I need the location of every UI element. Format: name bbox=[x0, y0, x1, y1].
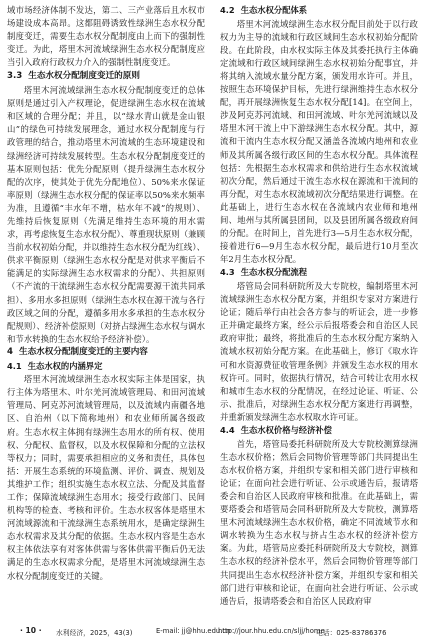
paragraph-price-compensation: 首先，塔管局委托科研院所及大专院校测算绿洲生态水权价格；然后会同物价管理等部门共同提出生态水权价格方案，并组织专家和相关部门进行审核和论证；在面向社会进行听证、公示或通告后，报请塔委会和自治区人民政府审核和批准。在此基础上，需要塔委会和塔管局会同科研院所及大专院校，测算塔里木河流域绿洲生态水权价格，确定不同流域节水和调水转换为生态水权与挤占生态水权的经济补偿方案。为此，塔管局应委托科研院所及大专院校，测算生态水权的经济补偿水平，然后会同物价管理等部门共同提出生态水权经济补偿方案，并组织专家和相关部门进行审核和论证，在面向社会进行听证、公示或通告后，报请塔委会和自治区人民政府审 bbox=[220, 438, 418, 606]
section-number: 4.3 bbox=[220, 267, 235, 278]
paragraph-water-rights-definition: 塔里木河流域绿洲生态水权实际主体是国家，执行主体为塔里木、叶尔羌河流域管理局、和田河流域管理局、阿克苏河流域管理局，以及流域内南疆各地区、自治州（以下简称地州）和农业师所属各级政府。生态水权主体拥有绿洲生态用水的所有权、使用权、分配权、监督权，以及水权保障和分配的立法权等权力；同时，需要承担相应的义务和责任，具体包括：开展生态系统的环境监测、评价、调查、规划及其维护工作；组织实施生态水权立法、分配及其监督工作；保障流域绿洲生态用水；接受行政部门、民间机构等的检查、考核和评价。生态水权客体是塔里木河流域源流和干流绿洲生态系统用水，是确定绿洲生态水权需求及其分配的依据。生态水权内容是生态水权主体依法享有对客体供需与客体供需平衡后仍无法满足的生态水权需求分配，是塔里木河流域绿洲生态水权分配制度变迁的关键。 bbox=[7, 374, 205, 581]
footer-phone: 电话：025-83786376 bbox=[316, 629, 387, 637]
section-title: 生态水权分配制度变迁的主要内容 bbox=[18, 346, 148, 357]
section-heading-3-3 bbox=[7, 70, 205, 84]
paragraph-allocation-system: 塔里木河流域绿洲生态水权分配目前处于以行政权力为主导的流域和行政区域间生态水权初始分配阶段。在此阶段，由水权实际主体及其委托执行主体确定流域和行政区域间绿洲生态水权初始分配事宜，并将其纳入流域水量分配方案，颁发用水许可。并且，按照生态环境保护目标，先进行绿洲维持生态水权分配，再开展绿洲恢复生态水权分配[14]。在空间上，涉及阿克苏河流域、和田河流域、叶尔羌河流域以及塔里木河干流上中下游绿洲生态水权分配。其中，源流和干流内生态水权分配又涵盖各流域内地州和农业师及其所属各级行政区间的生态水权分配。具体流程包括：先根据生态水权需求和供给进行生态水权流域初次分配，然后通过干流生态水权在源流和干流间的再分配，对生态水权流域初次分配结果进行调整。在此基础上，进行生态水权在各流域内农业师和地州间、地州与其所属县团间，以及县团所属各级政府间的分配。在时间上，首先进行3—5月生态水权分配，接着进行6—9月生态水权分配，最后进行10月至次年2月生态水权分配。 bbox=[220, 18, 418, 265]
right-column bbox=[220, 4, 418, 608]
section-title: 生态水权的内涵界定 bbox=[27, 360, 103, 371]
section-title: 生态水权分配体系 bbox=[240, 5, 308, 15]
section-title: 生态水权价格与经济补偿 bbox=[240, 425, 332, 435]
journal-citation: 水利经济，2025，43(3) bbox=[56, 629, 133, 637]
section-title: 生态水权分配流程 bbox=[240, 267, 308, 278]
section-heading-4-3 bbox=[220, 266, 418, 280]
section-number: 4 bbox=[7, 346, 13, 357]
footer-email: E-mail: jj@hhu.edu.cn bbox=[156, 627, 231, 635]
section-title: 生态水权分配制度变迁的原则 bbox=[28, 71, 140, 82]
section-heading-4-2 bbox=[220, 4, 418, 18]
section-heading-4-4 bbox=[220, 424, 418, 438]
section-number: 4.1 bbox=[7, 360, 22, 371]
section-heading-4-1 bbox=[7, 360, 205, 374]
left-column bbox=[7, 4, 205, 583]
section-number: 4.2 bbox=[220, 5, 235, 15]
paragraph-continuation: 域市场经济体制不发达，第二、三产业落后且水权市场建设成本高昂。这都阻碍诱致性绿洲生态水权分配制度变迁，需要生态水权分配制度由上而下的强制性变迁。为此，塔里木河流域绿洲生态水权分配制度应当引入政府行政权力介入的强制性制度变迁。 bbox=[7, 5, 205, 68]
page-number: · 10 · bbox=[20, 626, 42, 635]
footer-website: http://jour.hhu.edu.cn/sljj/home bbox=[218, 627, 325, 635]
page-footer bbox=[0, 624, 427, 640]
paragraph-allocation-process: 塔管局会同科研院所及大专院校，编制塔里木河流域绿洲生态水权分配方案，并组织专家对方案进行论证；随后举行由社会各方参与的听证会，进一步修正并确定最终方案，经公示后报塔委会和自治区人民政府审批；最终，将批准后的生态水权分配方案纳入流域水权初始分配方案。在此基础上，修订《取水许可和水资源费征收管理条例》并颁发生态水权的用水权许可。同时，依据执行情况，结合可转让农用水权和城市生态水权的分配情况，在经过论证、听证、公示、批准后，对绿洲生态水权分配方案进行再调整，并重新颁发绿洲生态水权取水许可证。 bbox=[220, 280, 418, 422]
section-number: 3.3 bbox=[7, 71, 23, 82]
section-number: 4.4 bbox=[220, 425, 235, 435]
section-heading-4 bbox=[7, 346, 205, 360]
paragraph-principles: 塔里木河流域绿洲生态水权分配制度变迁的总体原则是通过引入产权理论，促进绿洲生态水权在流域和区域的合理分配；并且，以“绿水青山就是金山银山”的绿色可持续发展理念，通过水权分配制度与行政管理的结合，推动塔里木河流域的生态环境建设和绿洲经济可持续发展转型。生态水权分配制度变迁的基本原则包括：优先分配原则（提升绿洲生态水权分配的次序，使其处于优先分配地位）、50%来水保证率原则（绿洲生态水权分配的保证率以50%来水频率为准，且遵循“丰水年不增，枯水年不减”的规则）、先维持后恢复原则（先满足维持生态环境的用水需求，再考虑恢复生态水权分配）、尊重现状原则（兼顾当前水权初始分配，并以维持生态水权分配为红线）、供求平衡原则（绿洲生态水权分配是对供求平衡后不能满足的实际绿洲生态水权需求的分配）、共担原则（不产流的干流绿洲生态水权分配需要源干流共同承担）、多用水多担原则（绿洲生态水权在源干流与各行政区域之间的分配，遵循多用水多承担的生态水权分配规则）、经济补偿原则（对挤占绿洲生态水权与调水和节水转换的生态水权给予经济补偿）。 bbox=[7, 85, 206, 344]
